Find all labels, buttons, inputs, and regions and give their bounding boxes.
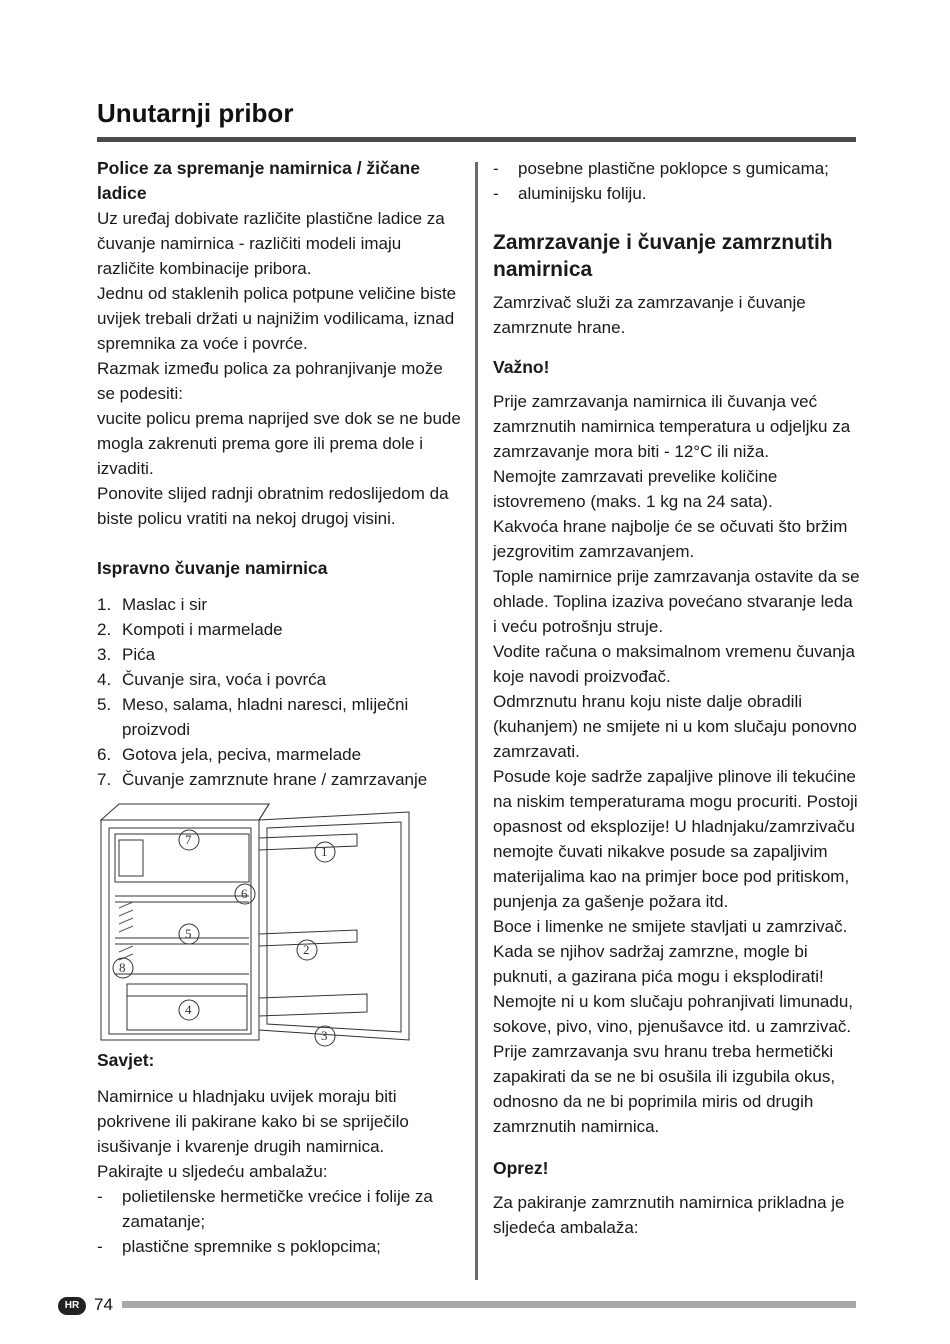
svg-text:3: 3: [321, 1028, 328, 1043]
paragraph: Vodite računa o maksimalnom vremenu čuvanja koje navodi proizvođač.: [493, 642, 855, 686]
list-item: - plastične spremnike s poklopcima;: [97, 1234, 462, 1259]
paragraph: Namirnice u hladnjaku uvijek moraju biti pokrivene ili pakirane kako bi se spriječilo isušivanje i kvarenje drugih namirnica.: [97, 1087, 409, 1156]
svg-text:2: 2: [303, 942, 310, 957]
footer-rule: [122, 1301, 856, 1308]
heading-storage: Ispravno čuvanje namirnica: [97, 558, 328, 578]
paragraph: Nemojte zamrzavati prevelike količine istovremeno (maks. 1 kg na 24 sata).: [493, 467, 778, 511]
fridge-door: [259, 812, 409, 1040]
list-item: - aluminijsku foliju.: [493, 181, 861, 206]
heading-important: Važno!: [493, 357, 550, 377]
svg-text:5: 5: [185, 926, 192, 941]
paragraph: Zamrzivač služi za zamrzavanje i čuvanje zamrznute hrane.: [493, 293, 806, 337]
paragraph: Boce i limenke ne smijete stavljati u zamrzivač. Kada se njihov sadržaj zamrzne, mogle bi puknuti, a gazirana pića mogu i eksplodirati! Nemojte ni u kom slučaju pohranjivati limunadu, sokove, pivo, vino, pjenušavce itd. u zamrzivač.: [493, 917, 854, 1036]
freezer-compartment: [115, 834, 249, 882]
title-rule: [97, 137, 856, 142]
paragraph: Za pakiranje zamrznutih namirnica prikladna je sljedeća ambalaža:: [493, 1193, 845, 1237]
paragraph: vucite policu prema naprijed sve dok se ne bude mogla zakrenuti prema gore ili prema dole i izvaditi.: [97, 409, 461, 478]
paragraph: Uz uređaj dobivate različite plastične ladice za čuvanje namirnica - različiti modeli imaju različite kombinacije pribora.: [97, 209, 445, 278]
list-item: 4. Čuvanje sira, voća i povrća: [97, 670, 327, 689]
paragraph: Pakirajte u sljedeću ambalažu:: [97, 1162, 328, 1181]
list-item: 3. Pića: [97, 645, 156, 664]
left-column: [97, 156, 462, 1259]
heading-shelves: Police za spremanje namirnica / žičane ladice: [97, 158, 420, 203]
list-item: 2. Kompoti i marmelade: [97, 620, 283, 639]
paragraph: Jednu od staklenih polica potpune veličine biste uvijek trebali držati u najnižim vodilicama, iznad spremnika za voće i povrće.: [97, 284, 457, 353]
paragraph: Posude koje sadrže zapaljive plinove ili tekućine na niskim temperaturama mogu procuriti. Postoji opasnost od eksplozije! U hladnjaku/zamrzivaču nemojte čuvati nikakve posude sa zapaljivim materijalima kao na primjer boce pod pritiskom, punjenja za gašenje požara itd.: [493, 767, 858, 911]
fridge-top: [101, 804, 269, 820]
storage-list: [97, 592, 462, 792]
right-column: [493, 156, 861, 1240]
svg-text:1: 1: [321, 844, 328, 859]
heading-tip: Savjet:: [97, 1050, 155, 1070]
list-item: - polietilenske hermetičke vrećice i folije za zamatanje;: [97, 1184, 462, 1234]
svg-text:6: 6: [241, 886, 248, 901]
paragraph: Odmrznutu hranu koju niste dalje obradili (kuhanjem) ne smijete ni u kom slučaju ponovno zamrzavati.: [493, 692, 857, 761]
language-badge: HR: [58, 1297, 86, 1315]
list-item: - posebne plastične poklopce s gumicama;: [493, 156, 861, 181]
svg-text:4: 4: [185, 1002, 192, 1017]
heading-freezing: Zamrzavanje i čuvanje zamrznutih namirnica: [493, 231, 833, 281]
fridge-diagram: [97, 798, 417, 1050]
list-item: 1. Maslac i sir: [97, 595, 208, 614]
page-number: 74: [94, 1295, 113, 1314]
paragraph: Ponovite slijed radnji obratnim redoslijedom da biste policu vratiti na nekoj drugoj visini.: [97, 484, 449, 528]
packaging-list: [97, 1184, 462, 1259]
heading-caution: Oprez!: [493, 1158, 549, 1178]
list-item: 5. Meso, salama, hladni naresci, mliječni proizvodi: [97, 695, 409, 739]
paragraph: Prije zamrzavanja svu hranu treba hermetički zapakirati da se ne bi osušila ili izgubila okus, odnosno da ne bi poprimila miris od drugih zamrznutih namirnica.: [493, 1042, 836, 1136]
paragraph: Tople namirnice prije zamrzavanja ostavite da se ohlade. Toplina izaziva povećano stvaranje leda i veću potrošnju struje.: [493, 567, 860, 636]
list-item: 6. Gotova jela, peciva, marmelade: [97, 745, 362, 764]
paragraph: Kakvoća hrane najbolje će se očuvati što bržim jezgrovitim zamrzavanjem.: [493, 517, 848, 561]
column-divider: [475, 162, 478, 1280]
paragraph: Prije zamrzavanja namirnica ili čuvanja već zamrznutih namirnica temperatura u odjeljku za zamrzavanje mora biti - 12°C ili niža.: [493, 392, 851, 461]
list-item: 7. Čuvanje zamrznute hrane / zamrzavanje: [97, 770, 428, 789]
page-title: Unutarnji pribor: [97, 98, 294, 128]
svg-text:7: 7: [185, 832, 192, 847]
paragraph: Razmak između polica za pohranjivanje može se podesiti:: [97, 359, 443, 403]
packaging-list-continued: [493, 156, 861, 206]
svg-text:8: 8: [119, 960, 126, 975]
